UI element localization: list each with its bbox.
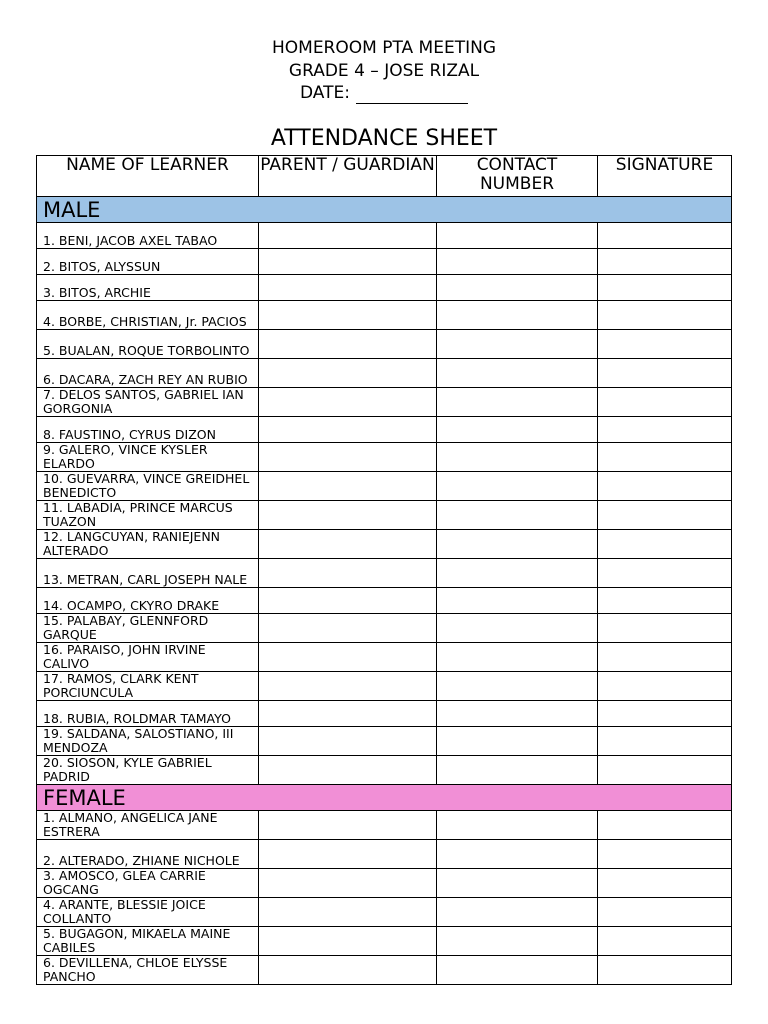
- attendance-table: [36, 155, 732, 985]
- learner-name: 20. SIOSON, KYLE GABRIEL PADRID: [37, 756, 259, 785]
- parent-guardian-cell[interactable]: [259, 956, 437, 985]
- learner-name: 18. RUBIA, ROLDMAR TAMAYO: [37, 701, 259, 727]
- table-row: [37, 869, 732, 898]
- parent-guardian-cell[interactable]: [259, 869, 437, 898]
- table-row: [37, 359, 732, 388]
- learner-name: 1. BENI, JACOB AXEL TABAO: [37, 223, 259, 249]
- table-row: [37, 672, 732, 701]
- contact-number-cell[interactable]: [437, 643, 598, 672]
- signature-cell[interactable]: [598, 388, 732, 417]
- signature-cell[interactable]: [598, 443, 732, 472]
- grade-section: GRADE 4 – JOSE RIZAL: [288, 61, 480, 81]
- contact-number-cell[interactable]: [437, 811, 598, 840]
- contact-number-cell[interactable]: [437, 472, 598, 501]
- table-row: [37, 417, 732, 443]
- section-label: MALE: [37, 197, 732, 223]
- signature-cell[interactable]: [598, 472, 732, 501]
- parent-guardian-cell[interactable]: [259, 727, 437, 756]
- table-row: [37, 811, 732, 840]
- parent-guardian-cell[interactable]: [259, 359, 437, 388]
- col-header-name: NAME OF LEARNER: [37, 156, 259, 197]
- learner-name: 17. RAMOS, CLARK KENT PORCIUNCULA: [37, 672, 259, 701]
- table-row: [37, 275, 732, 301]
- signature-cell[interactable]: [598, 223, 732, 249]
- contact-number-cell[interactable]: [437, 701, 598, 727]
- table-row: [37, 701, 732, 727]
- signature-cell[interactable]: [598, 869, 732, 898]
- parent-guardian-cell[interactable]: [259, 614, 437, 643]
- learner-name: 2. ALTERADO, ZHIANE NICHOLE: [37, 840, 259, 869]
- sheet-title: ATTENDANCE SHEET: [270, 126, 498, 151]
- learner-name: 8. FAUSTINO, CYRUS DIZON: [37, 417, 259, 443]
- signature-cell[interactable]: [598, 530, 732, 559]
- contact-number-cell[interactable]: [437, 588, 598, 614]
- col-header-signature: SIGNATURE: [598, 156, 732, 197]
- signature-cell[interactable]: [598, 249, 732, 275]
- parent-guardian-cell[interactable]: [259, 701, 437, 727]
- table-row: [37, 643, 732, 672]
- table-row: [37, 443, 732, 472]
- signature-cell[interactable]: [598, 701, 732, 727]
- learner-name: 11. LABADIA, PRINCE MARCUS TUAZON: [37, 501, 259, 530]
- contact-number-cell[interactable]: [437, 249, 598, 275]
- signature-cell[interactable]: [598, 672, 732, 701]
- parent-guardian-cell[interactable]: [259, 443, 437, 472]
- table-row: [37, 927, 732, 956]
- learner-name: 14. OCAMPO, CKYRO DRAKE: [37, 588, 259, 614]
- contact-number-cell[interactable]: [437, 443, 598, 472]
- parent-guardian-cell[interactable]: [259, 417, 437, 443]
- learner-name: 4. BORBE, CHRISTIAN, Jr. PACIOS: [37, 301, 259, 330]
- learner-name: 15. PALABAY, GLENNFORD GARQUE: [37, 614, 259, 643]
- contact-number-cell[interactable]: [437, 559, 598, 588]
- signature-cell[interactable]: [598, 301, 732, 330]
- contact-number-cell[interactable]: [437, 501, 598, 530]
- table-row: [37, 301, 732, 330]
- signature-cell[interactable]: [598, 643, 732, 672]
- section-row-female: [37, 785, 732, 811]
- date-field: [0, 82, 768, 104]
- learner-name: 5. BUGAGON, MIKAELA MAINE CABILES: [37, 927, 259, 956]
- table-row: [37, 530, 732, 559]
- contact-number-cell[interactable]: [437, 727, 598, 756]
- contact-number-cell[interactable]: [437, 417, 598, 443]
- contact-number-cell[interactable]: [437, 840, 598, 869]
- learner-name: 3. BITOS, ARCHIE: [37, 275, 259, 301]
- table-row: [37, 472, 732, 501]
- table-row: [37, 956, 732, 985]
- learner-name: 19. SALDANA, SALOSTIANO, III MENDOZA: [37, 727, 259, 756]
- table-row: [37, 559, 732, 588]
- signature-cell[interactable]: [598, 588, 732, 614]
- contact-number-cell[interactable]: [437, 927, 598, 956]
- signature-cell[interactable]: [598, 614, 732, 643]
- signature-cell[interactable]: [598, 559, 732, 588]
- contact-number-cell[interactable]: [437, 359, 598, 388]
- learner-name: 12. LANGCUYAN, RANIEJENN ALTERADO: [37, 530, 259, 559]
- learner-name: 13. METRAN, CARL JOSEPH NALE: [37, 559, 259, 588]
- signature-cell[interactable]: [598, 840, 732, 869]
- signature-cell[interactable]: [598, 811, 732, 840]
- parent-guardian-cell[interactable]: [259, 275, 437, 301]
- signature-cell[interactable]: [598, 359, 732, 388]
- table-row: [37, 756, 732, 785]
- parent-guardian-cell[interactable]: [259, 559, 437, 588]
- table-row: [37, 588, 732, 614]
- learner-name: 10. GUEVARRA, VINCE GREIDHEL BENEDICTO: [37, 472, 259, 501]
- learner-name: 6. DACARA, ZACH REY AN RUBIO: [37, 359, 259, 388]
- parent-guardian-cell[interactable]: [259, 898, 437, 927]
- contact-number-cell[interactable]: [437, 388, 598, 417]
- contact-number-cell[interactable]: [437, 956, 598, 985]
- table-body: [37, 197, 732, 985]
- table-row: [37, 330, 732, 359]
- signature-cell[interactable]: [598, 756, 732, 785]
- learner-name: 7. DELOS SANTOS, GABRIEL IAN GORGONIA: [37, 388, 259, 417]
- meeting-title: HOMEROOM PTA MEETING: [271, 38, 496, 58]
- parent-guardian-cell[interactable]: [259, 672, 437, 701]
- table-row: [37, 223, 732, 249]
- section-label: FEMALE: [37, 785, 732, 811]
- contact-number-cell[interactable]: [437, 301, 598, 330]
- col-header-contact: CONTACT NUMBER: [437, 156, 598, 197]
- parent-guardian-cell[interactable]: [259, 811, 437, 840]
- parent-guardian-cell[interactable]: [259, 249, 437, 275]
- parent-guardian-cell[interactable]: [259, 756, 437, 785]
- signature-cell[interactable]: [598, 275, 732, 301]
- parent-guardian-cell[interactable]: [259, 588, 437, 614]
- contact-number-cell[interactable]: [437, 756, 598, 785]
- contact-number-cell[interactable]: [437, 530, 598, 559]
- signature-cell[interactable]: [598, 417, 732, 443]
- table-row: [37, 727, 732, 756]
- learner-name: 2. BITOS, ALYSSUN: [37, 249, 259, 275]
- contact-number-cell[interactable]: [437, 869, 598, 898]
- contact-number-cell[interactable]: [437, 614, 598, 643]
- parent-guardian-cell[interactable]: [259, 223, 437, 249]
- signature-cell[interactable]: [598, 501, 732, 530]
- contact-number-cell[interactable]: [437, 898, 598, 927]
- table-row: [37, 501, 732, 530]
- learner-name: 6. DEVILLENA, CHLOE ELYSSE PANCHO: [37, 956, 259, 985]
- col-header-parent: PARENT / GUARDIAN: [259, 156, 437, 197]
- table-row: [37, 614, 732, 643]
- parent-guardian-cell[interactable]: [259, 643, 437, 672]
- signature-cell[interactable]: [598, 898, 732, 927]
- parent-guardian-cell[interactable]: [259, 388, 437, 417]
- signature-cell[interactable]: [598, 956, 732, 985]
- table-row: [37, 388, 732, 417]
- contact-number-cell[interactable]: [437, 330, 598, 359]
- parent-guardian-cell[interactable]: [259, 330, 437, 359]
- contact-number-cell[interactable]: [437, 275, 598, 301]
- parent-guardian-cell[interactable]: [259, 530, 437, 559]
- signature-cell[interactable]: [598, 927, 732, 956]
- learner-name: 16. PARAISO, JOHN IRVINE CALIVO: [37, 643, 259, 672]
- signature-cell[interactable]: [598, 727, 732, 756]
- learner-name: 5. BUALAN, ROQUE TORBOLINTO: [37, 330, 259, 359]
- learner-name: 3. AMOSCO, GLEA CARRIE OGCANG: [37, 869, 259, 898]
- date-blank-line[interactable]: [356, 87, 468, 104]
- table-row: [37, 898, 732, 927]
- parent-guardian-cell[interactable]: [259, 927, 437, 956]
- learner-name: 1. ALMANO, ANGELICA JANE ESTRERA: [37, 811, 259, 840]
- parent-guardian-cell[interactable]: [259, 840, 437, 869]
- contact-number-cell[interactable]: [437, 223, 598, 249]
- learner-name: 9. GALERO, VINCE KYSLER ELARDO: [37, 443, 259, 472]
- contact-number-cell[interactable]: [437, 672, 598, 701]
- section-row-male: [37, 197, 732, 223]
- date-label: DATE:: [300, 83, 350, 103]
- parent-guardian-cell[interactable]: [259, 472, 437, 501]
- table-row: [37, 249, 732, 275]
- parent-guardian-cell[interactable]: [259, 301, 437, 330]
- learner-name: 4. ARANTE, BLESSIE JOICE COLLANTO: [37, 898, 259, 927]
- table-row: [37, 840, 732, 869]
- table-header-row: [37, 156, 732, 197]
- parent-guardian-cell[interactable]: [259, 501, 437, 530]
- signature-cell[interactable]: [598, 330, 732, 359]
